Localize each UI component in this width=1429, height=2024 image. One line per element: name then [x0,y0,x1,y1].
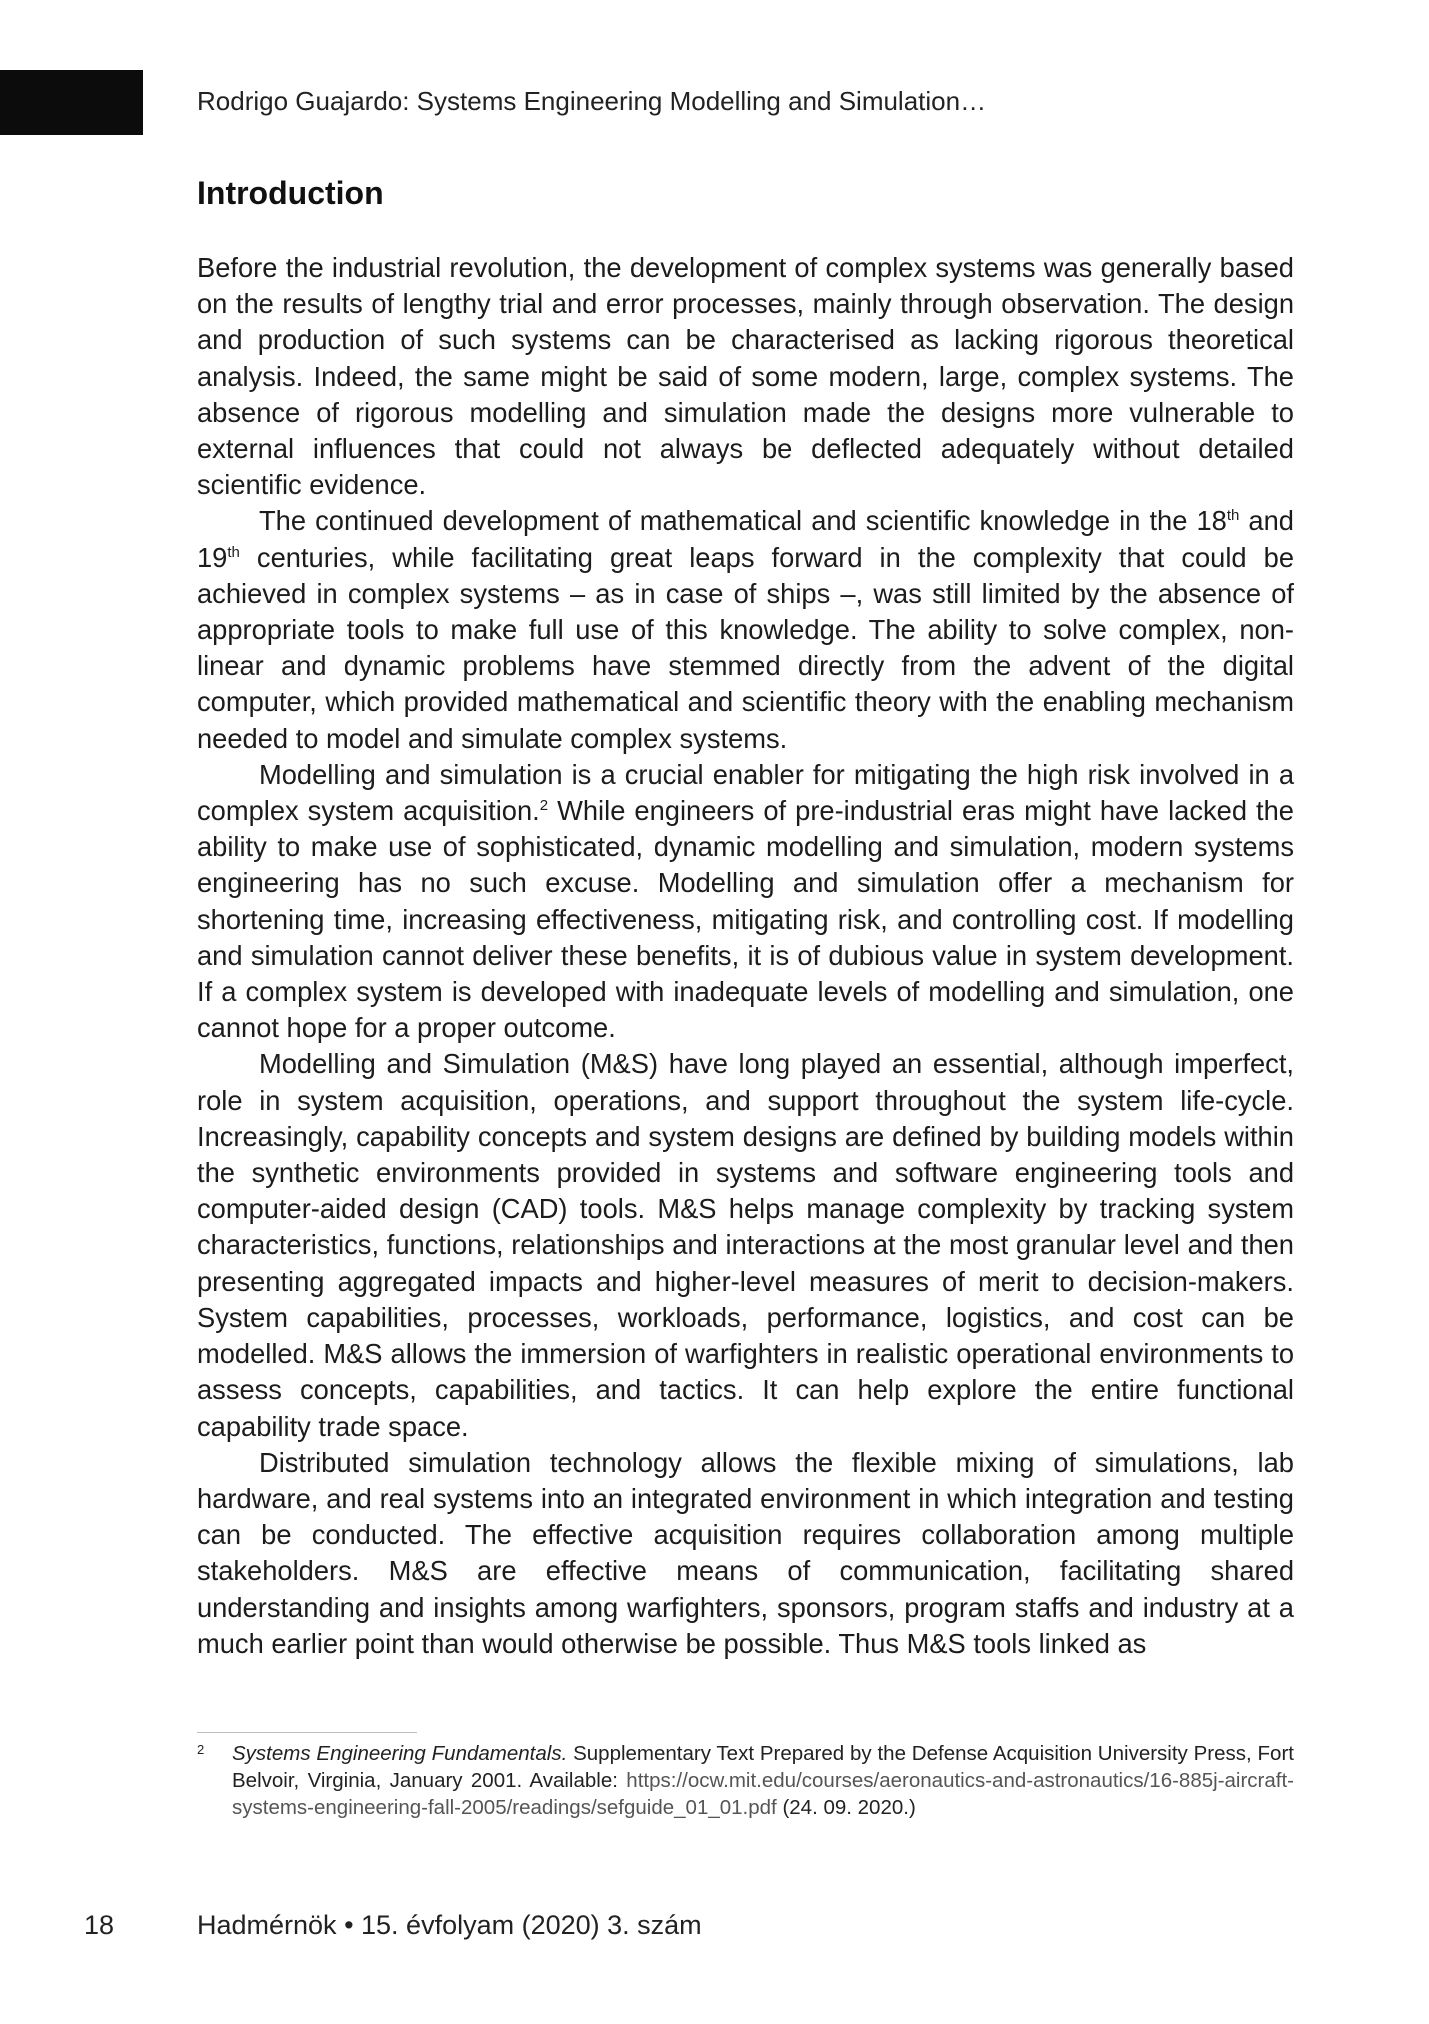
paragraph-3: Modelling and simulation is a crucial enabler for mitigating the high risk involved in a complex system acquisition.$^2$ While engineers of pre-industrial eras might have lacked the ability to make use of sophisticated, dynamic modelling and simulation, modern systems engineering has no such excuse. Modelling and simulation offer a mechanism for shortening time, increasing effectiveness, mitigating risk, and controlling cost. If modelling and simulation cannot deliver these benefits, it is of dubious value in system development. If a complex system is developed with inadequate levels of modelling and simulation, one cannot hope for a proper outcome. [197,758,1294,1044]
body-text [197,250,1294,1662]
footnote-mark: 2 [197,1742,205,1757]
footnote-body: Systems Engineering Fundamentals. Supplementary Text Prepared by the Defense Acquisition University Press, Fort Belvoir, Virginia, January 2001. Available: https://ocw.mit.edu/courses/aeronautics-and-astronautics/16-885j-aircraft-systems-engineering-fall-2005/readings/sefguide_01_01.pdf (24. 09. 2020.) [232,1742,1294,1819]
black-thumb-tab [0,70,143,135]
footnote-title: Systems Engineering Fundamentals. [232,1742,568,1765]
running-head: Rodrigo Guajardo: Systems Engineering Modelling and Simulation… [197,86,987,116]
journal-footer: Hadmérnök • 15. évfolyam (2020) 3. szám [197,1910,702,1940]
footnote [197,1740,1294,1821]
superscript-th: th [227,543,240,561]
paragraph-2: The continued development of mathematical and scientific knowledge in the 18th and 19th centuries, while facilitating great leaps forward in the complexity that could be achieved in complex systems – as in case of ships –, was still limited by the absence of appropriate tools to make full use of this knowledge. The ability to solve complex, non-linear and dynamic problems have stemmed directly from the advent of the digital computer, which provided mathematical and scientific theory with the enabling mechanism needed to model and simulate complex systems. [197,505,1294,754]
page-number: 18 [84,1910,115,1940]
footnote-reference[interactable]: 2 [539,796,549,814]
superscript-th: th [1226,507,1240,525]
section-title: Introduction [197,175,384,211]
paragraph-4: Modelling and Simulation (M&S) have long played an essential, although imperfect, role in system acquisition, operations, and support throughout the system life-cycle. Increasingly, capability concepts and system designs are defined by building models within the synthetic environments provided in systems and software engineering tools and computer-aided design (CAD) tools. M&S helps manage complexity by tracking system characteristics, functions, relationships and interactions at the most granular level and then presenting aggregated impacts and higher-level measures of merit to decision-makers. System capabilities, processes, workloads, performance, logistics, and cost can be modelled. M&S allows the immersion of warfighters in realistic operational environments to assess concepts, capabilities, and tactics. It can help explore the entire functional capability trade space. [197,1048,1294,1442]
footnote-divider [197,1732,417,1733]
footnote-link[interactable]: https://ocw.mit.edu/courses/aeronautics-and-astronautics/16-885j-aircraft-systems-engineering-fall-2005/readings/sefguide_01_01.pdf [232,1769,1294,1819]
paragraph-5: Distributed simulation technology allows the flexible mixing of simulations, lab hardware, and real systems into an integrated environment in which integration and testing can be conducted. The effective acquisition requires collaboration among multiple stakeholders. M&S are effective means of communication, facilitating shared understanding and insights among warfighters, sponsors, program staffs and industry at a much earlier point than would otherwise be possible. Thus M&S tools linked as [197,1446,1294,1659]
paragraph-1: Before the industrial revolution, the development of complex systems was generally based on the results of lengthy trial and error processes, mainly through observation. The design and production of such systems can be characterised as lacking rigorous theoretical analysis. Indeed, the same might be said of some modern, large, complex systems. The absence of rigorous modelling and simulation made the designs more vulnerable to external influences that could not always be deflected adequately without detailed scientific evidence. [197,252,1294,501]
